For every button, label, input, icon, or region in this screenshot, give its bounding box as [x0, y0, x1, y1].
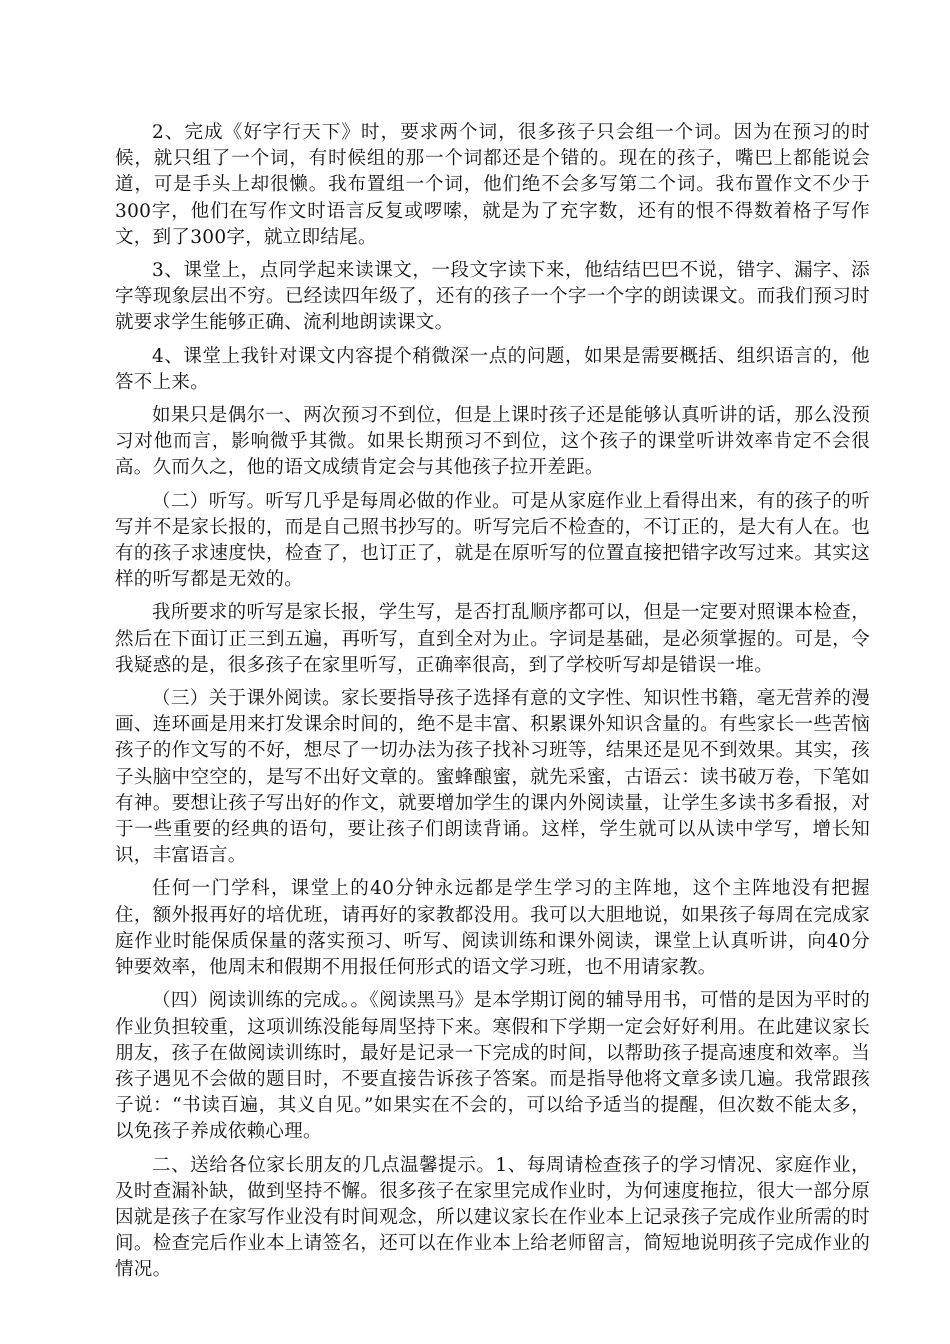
paragraph-item-2: 2、完成《好字行天下》时，要求两个词，很多孩子只会组一个词。因为在预习的时候，就只组了一个词，有时候组的那一个词都还是个错的。现在的孩子，嘴巴上都能说会道，可是手头上却很懒。我布置组一个词，他们绝不会多写第二个词。我布置作文不少于300字，他们在写作文时语言反复或啰嗦，就是为了充字数，还有的恨不得数着格子写作文，到了300字，就立即结尾。 — [115, 122, 870, 248]
paragraph-item-4: 4、课堂上我针对课文内容提个稍微深一点的问题，如果是需要概括、组织语言的，他答不上来。 — [115, 345, 870, 393]
paragraph-extracurricular-reading: （三）关于课外阅读。家长要指导孩子选择有意的文字性、知识性书籍，毫无营养的漫画、连环画是用来打发课余时间的，绝不是丰富、积累课外知识含量的。有些家长一些苦恼孩子的作文写的不好，想尽了一切办法为孩子找补习班等，结果还是见不到效果。其实，孩子头脑中空空的，是写不出好文章的。蜜蜂酿蜜，就先采蜜，古语云：读书破万卷，下笔如有神。要想让孩子写出好的作文，就要增加学生的课内外阅读量，让学生多读书多看报，对于一些重要的经典的语句，要让孩子们朗读背诵。这样，学生就可以从读中学写，增长知识，丰富语言。 — [115, 688, 870, 867]
paragraph-classroom-40-minutes: 任何一门学科，课堂上的40分钟永远都是学生学习的主阵地，这个主阵地没有把握住，额外报再好的培优班，请再好的家教都没用。我可以大胆地说，如果孩子每周在完成家庭作业时能保质保量的落实预习、听写、阅读训练和课外阅读，课堂上认真听讲，向40分钟要效率，他周末和假期不用报任何形式的语文学习班，也不用请家教。 — [115, 878, 870, 979]
document-body — [115, 120, 870, 1291]
paragraph-dictation: （二）听写。听写几乎是每周必做的作业。可是从家庭作业上看得出来，有的孩子的听写并不是家长报的，而是自己照书抄写的。听写完后不检查的，不订正的，是大有人在。也有的孩子求速度快，检查了，也订正了，就是在原听写的位置直接把错字改写过来。其实这样的听写都是无效的。 — [115, 490, 870, 591]
paragraph-preview-impact: 如果只是偶尔一、两次预习不到位，但是上课时孩子还是能够认真听讲的话，那么没预习对他而言，影响微乎其微。如果长期预习不到位，这个孩子的课堂听讲效率肯定不会很高。久而久之，他的语文成绩肯定会与其他孩子拉开差距。 — [115, 405, 870, 479]
paragraph-parent-tips: 二、送给各位家长朋友的几点温馨提示。1、每周请检查孩子的学习情况、家庭作业，及时查漏补缺，做到坚持不懈。很多孩子在家里完成作业时，为何速度拖拉，很大一部分原因就是孩子在家写作业没有时间观念，所以建议家长在作业本上记录孩子完成作业所需的时间。检查完后作业本上请签名，还可以在作业本上给老师留言，简短地说明孩子完成作业的情况。 — [115, 1154, 870, 1281]
paragraph-reading-training: （四）阅读训练的完成。。《阅读黑马》是本学期订阅的辅导用书，可惜的是因为平时的作业负担较重，这项训练没能每周坚持下来。寒假和下学期一定会好好利用。在此建议家长朋友，孩子在做阅读训练时，最好是记录一下完成的时间，以帮助孩子提高速度和效率。当孩子遇见不会做的题目时，不要直接告诉孩子答案。而是指导他将文章多读几遍。我常跟孩子说：“书读百遍，其义自见。”如果实在不会的，可以给予适当的提醒，但次数不能太多，以免孩子养成依赖心理。 — [115, 990, 870, 1143]
paragraph-dictation-requirements: 我所要求的听写是家长报，学生写，是否打乱顺序都可以，但是一定要对照课本检查，然后在下面订正三到五遍，再听写，直到全对为止。字词是基础，是必须掌握的。可是，令我疑惑的是，很多孩子在家里听写，正确率很高，到了学校听写却是错误一堆。 — [115, 602, 870, 676]
paragraph-item-3: 3、课堂上，点同学起来读课文，一段文字读下来，他结结巴巴不说，错字、漏字、添字等现象层出不穷。已经读四年级了，还有的孩子一个字一个字的朗读课文。而我们预习时就要求学生能够正确、流利地朗读课文。 — [115, 260, 870, 334]
